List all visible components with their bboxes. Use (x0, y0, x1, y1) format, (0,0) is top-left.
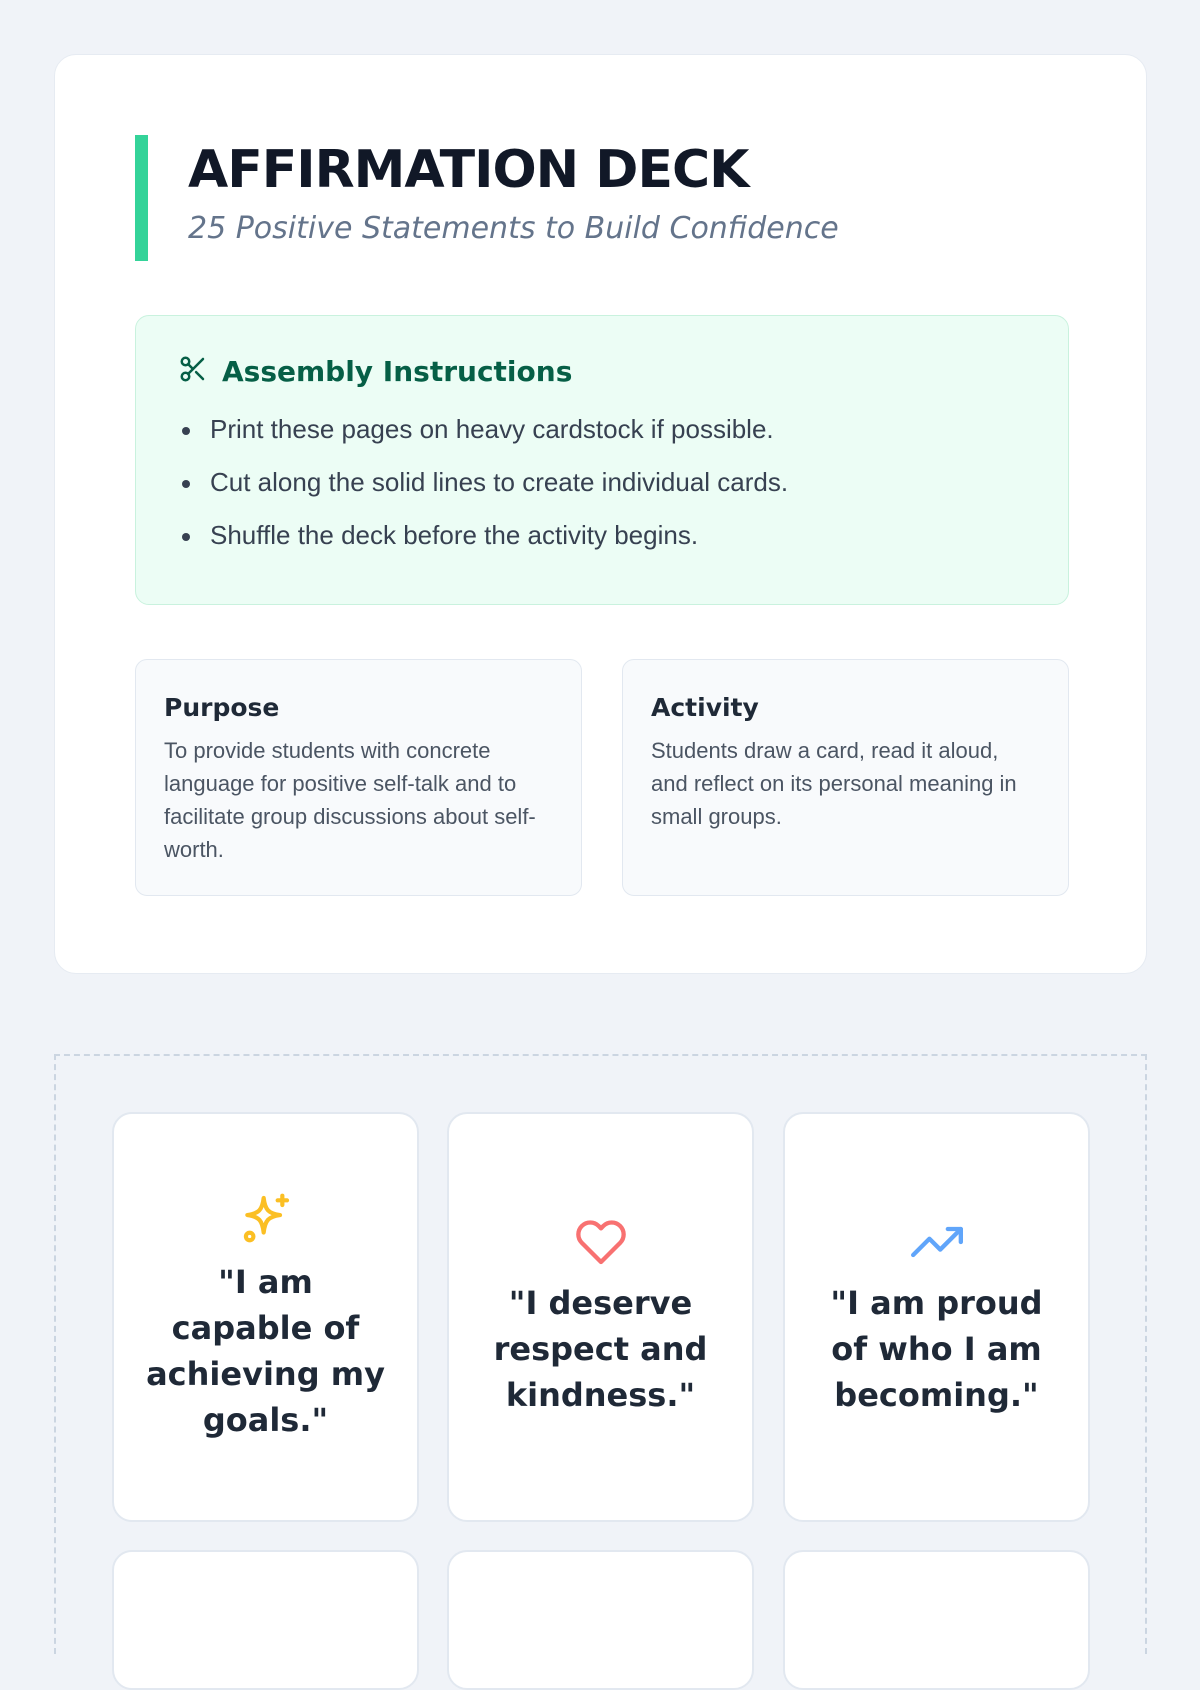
affirmation-card-partial (112, 1550, 419, 1690)
title-block (135, 135, 839, 261)
sparkles-icon (238, 1191, 294, 1247)
instruction-item: Print these pages on heavy cardstock if possible. (178, 403, 1026, 456)
affirmation-card (112, 1112, 419, 1522)
affirmation-text: "I am capable of achieving my goals." (146, 1263, 385, 1439)
affirmation-card-partial (783, 1550, 1090, 1690)
header-card (54, 54, 1147, 974)
instructions-list (178, 403, 1026, 562)
activity-box (622, 659, 1069, 896)
trending-up-icon (911, 1216, 963, 1268)
card-cut-area (54, 1054, 1147, 1654)
instructions-title: Assembly Instructions (222, 355, 573, 388)
instructions-header (178, 354, 1026, 389)
affirmation-text: "I am proud of who I am becoming." (830, 1284, 1043, 1414)
affirmation-card (783, 1112, 1090, 1522)
page-title: AFFIRMATION DECK (188, 140, 749, 200)
purpose-text: To provide students with concrete language for positive self-talk and to facilitate group discussions about self-worth. (164, 738, 536, 862)
instruction-item: Cut along the solid lines to create individual cards. (178, 456, 1026, 509)
affirmation-text: "I deserve respect and kindness." (493, 1284, 708, 1414)
activity-title: Activity (651, 693, 759, 722)
purpose-box (135, 659, 582, 896)
activity-text: Students draw a card, read it aloud, and reflect on its personal meaning in small groups. (651, 738, 1017, 829)
affirmation-card-partial (447, 1550, 754, 1690)
purpose-title: Purpose (164, 693, 280, 722)
page-subtitle: 25 Positive Statements to Build Confidence (188, 211, 839, 246)
assembly-instructions (135, 315, 1069, 605)
heart-icon (575, 1216, 627, 1268)
affirmation-card (447, 1112, 754, 1522)
scissors-icon (178, 354, 208, 389)
instruction-item: Shuffle the deck before the activity begins. (178, 509, 1026, 562)
